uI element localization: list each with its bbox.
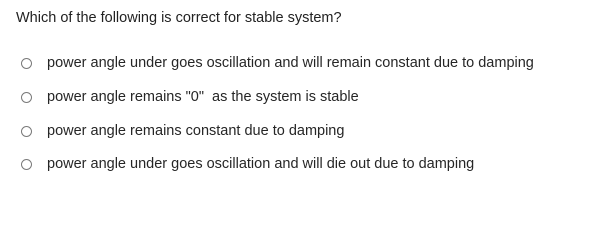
question-text: Which of the following is correct for stable system? xyxy=(16,10,342,26)
radio-button-icon[interactable] xyxy=(21,126,32,137)
radio-button-icon[interactable] xyxy=(21,58,32,69)
answer-option-label: power angle remains constant due to damping xyxy=(47,123,345,139)
answer-option-label: power angle under goes oscillation and will die out due to damping xyxy=(47,156,475,172)
answer-option-2[interactable] xyxy=(21,85,359,109)
answer-option-1[interactable] xyxy=(21,51,534,75)
answer-option-3[interactable] xyxy=(21,119,344,143)
answer-option-label: power angle under goes oscillation and will remain constant due to damping xyxy=(47,55,534,71)
radio-button-icon[interactable] xyxy=(21,159,32,170)
answer-option-label: power angle remains "0" as the system is stable xyxy=(47,89,359,105)
answer-option-4[interactable] xyxy=(21,152,474,176)
radio-button-icon[interactable] xyxy=(21,92,32,103)
